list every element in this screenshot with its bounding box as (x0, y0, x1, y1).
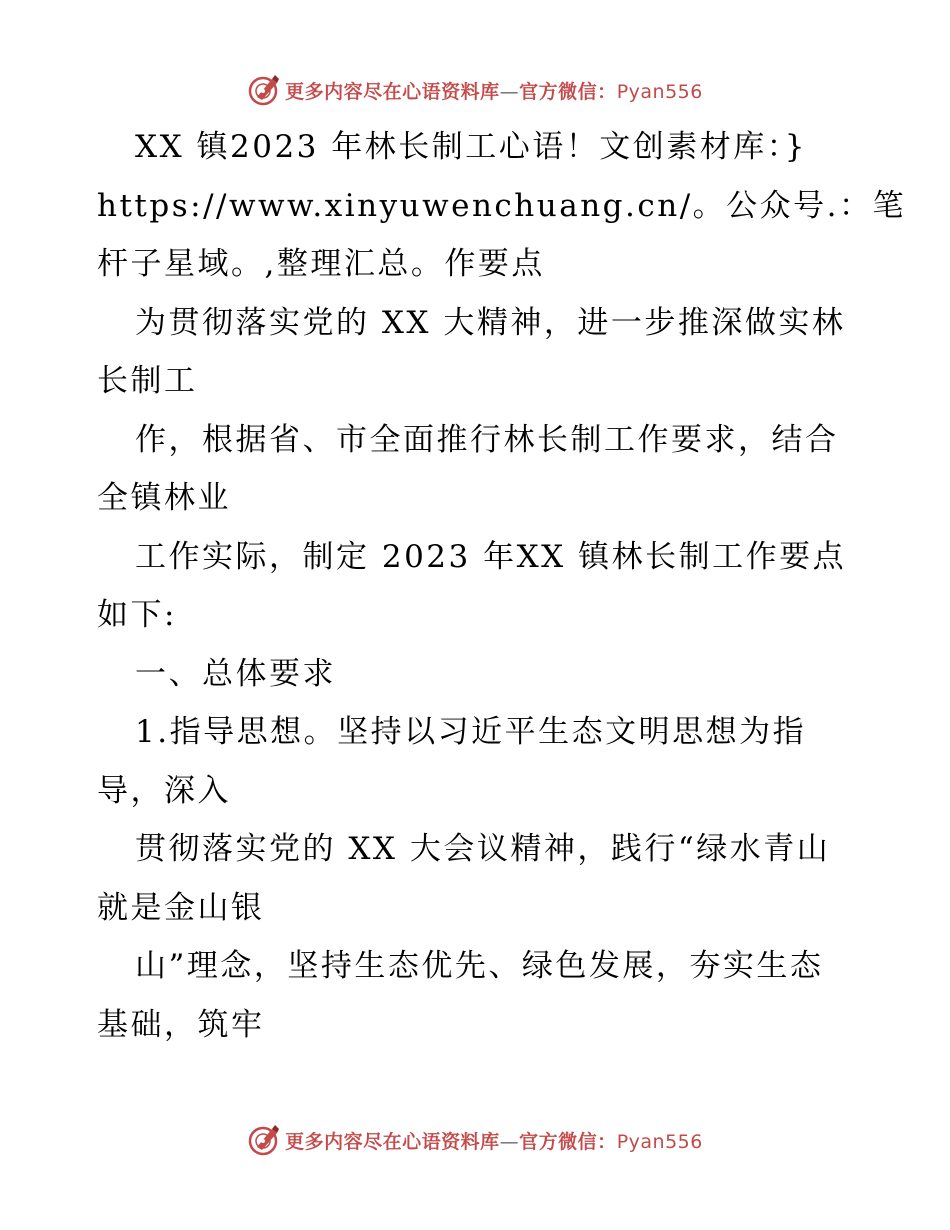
header-banner (0, 70, 950, 110)
pen-nib-logo-icon (247, 73, 281, 107)
pen-nib-logo-icon (247, 1123, 281, 1157)
document-line: 导，深入 (97, 772, 231, 809)
header-banner-text (285, 77, 703, 104)
document-line: 如下: (97, 597, 177, 633)
document-line: 一、总体要求 (135, 655, 336, 692)
document-body (97, 118, 906, 1054)
document-line: 作，根据省、市全面推行林长制工作要求，结合 (135, 421, 839, 458)
footer-banner-dash: — (499, 1130, 520, 1153)
document-line: 杆子星域。,整理汇总。作要点 (97, 246, 545, 282)
footer-banner (0, 1120, 950, 1160)
document-line: 1.指导思想。坚持以习近平生态文明思想为指 (135, 714, 807, 750)
document-line: 全镇林业 (97, 480, 231, 516)
document-line: 山”理念，坚持生态优先、绿色发展，夯实生态 (135, 948, 824, 984)
document-line: 为贯彻落实党的 XX 大精神，进一步推深做实林 (135, 304, 846, 341)
footer-banner-id: Pyan556 (616, 1130, 703, 1153)
header-banner-main: 更多内容尽在心语资料库 (285, 80, 500, 103)
footer-banner-text (285, 1127, 703, 1154)
header-banner-dash: — (499, 80, 520, 103)
document-line: 长制工 (97, 363, 198, 399)
document-line: 贯彻落实党的 XX 大会议精神，践行“绿水青山 (135, 831, 831, 867)
document-line: XX 镇2023 年林长制工心语！文创素材库：} (135, 129, 807, 165)
document-line: 就是金山银 (97, 889, 265, 926)
header-banner-official: 官方微信： (519, 80, 617, 103)
document-line: 基础，筑牢 (97, 1006, 265, 1043)
header-banner-id: Pyan556 (616, 80, 703, 103)
footer-banner-main: 更多内容尽在心语资料库 (285, 1130, 500, 1153)
footer-banner-official: 官方微信： (519, 1130, 617, 1153)
document-line: 工作实际，制定 2023 年XX 镇林长制工作要点 (135, 538, 847, 575)
document-line: https://www.xinyuwenchuang.cn/。公众号.：笔 (97, 187, 906, 224)
